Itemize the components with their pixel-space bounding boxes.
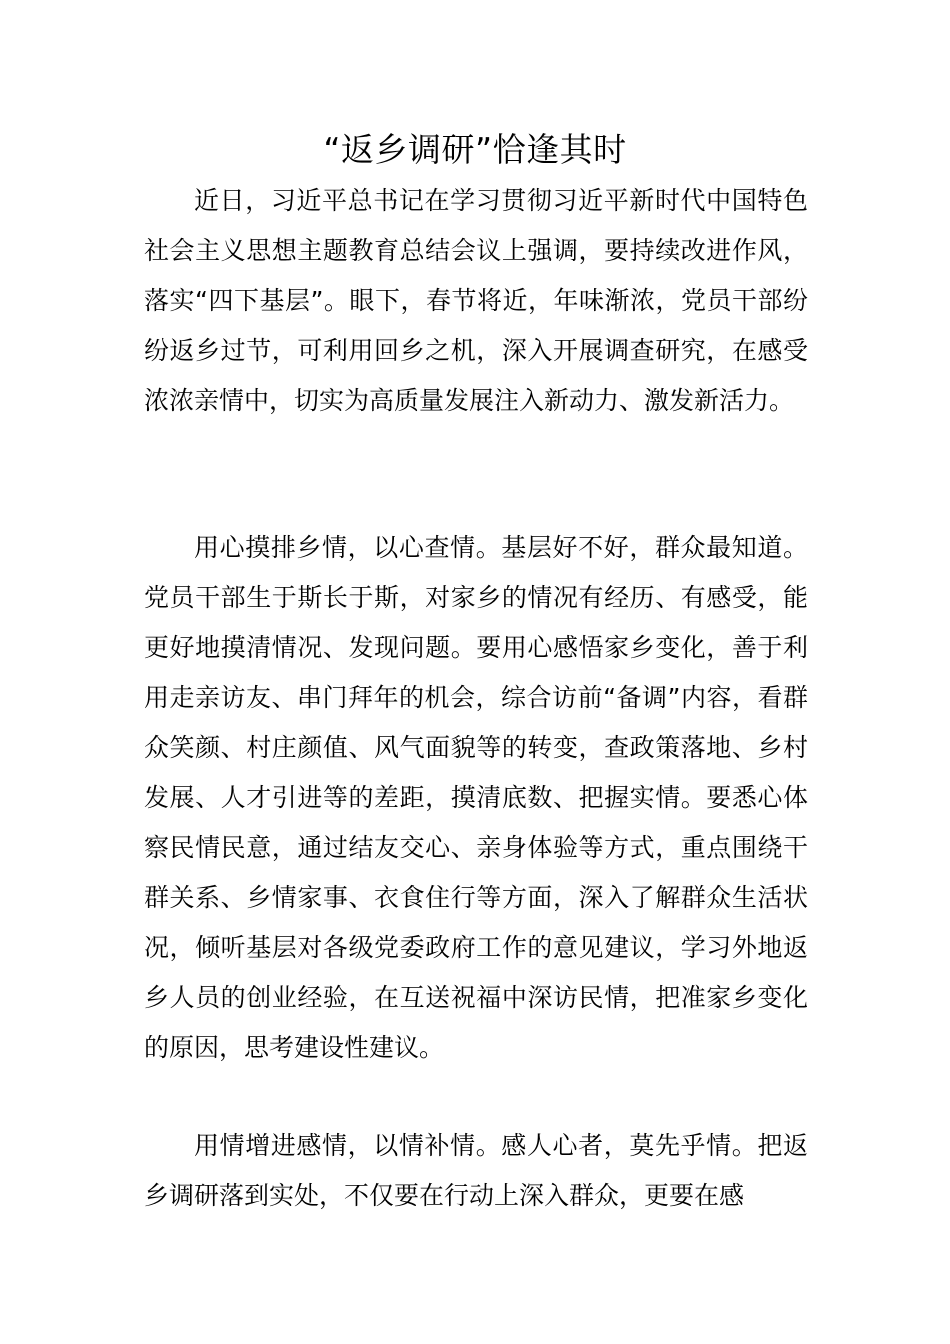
paragraph-intro: 近日，习近平总书记在学习贯彻习近平新时代中国特色社会主义思想主题教育总结会议上强调，要持续改进作风，落实“四下基层”。眼下，春节将近，年味渐浓，党员干部纷纷返乡过节，可利用回乡之机，深入开展调查研究，在感受浓浓亲情中，切实为高质量发展注入新动力、激发新活力。 <box>144 186 808 415</box>
document-title: “返乡调研”恰逢其时 <box>323 130 627 169</box>
paragraph-section-1: 用心摸排乡情，以心查情。基层好不好，群众最知道。党员干部生于斯长于斯，对家乡的情况有经历、有感受，能更好地摸清情况、发现问题。要用心感悟家乡变化，善于利用走亲访友、串门拜年的机会，综合访前“备调”内容，看群众笑颜、村庄颜值、风气面貌等的转变，查政策落地、乡村发展、人才引进等的差距，摸清底数、把握实情。要悉心体察民情民意，通过结友交心、亲身体验等方式，重点围绕干群关系、乡情家事、衣食住行等方面，深入了解群众生活状况，倾听基层对各级党委政府工作的意见建议，学习外地返乡人员的创业经验，在互送祝福中深访民情，把准家乡变化的原因，思考建设性建议。 <box>144 533 808 1062</box>
paragraph-section-2: 用情增进感情，以情补情。感人心者，莫先乎情。把返乡调研落到实处，不仅要在行动上深入群众，更要在感 <box>144 1131 808 1210</box>
